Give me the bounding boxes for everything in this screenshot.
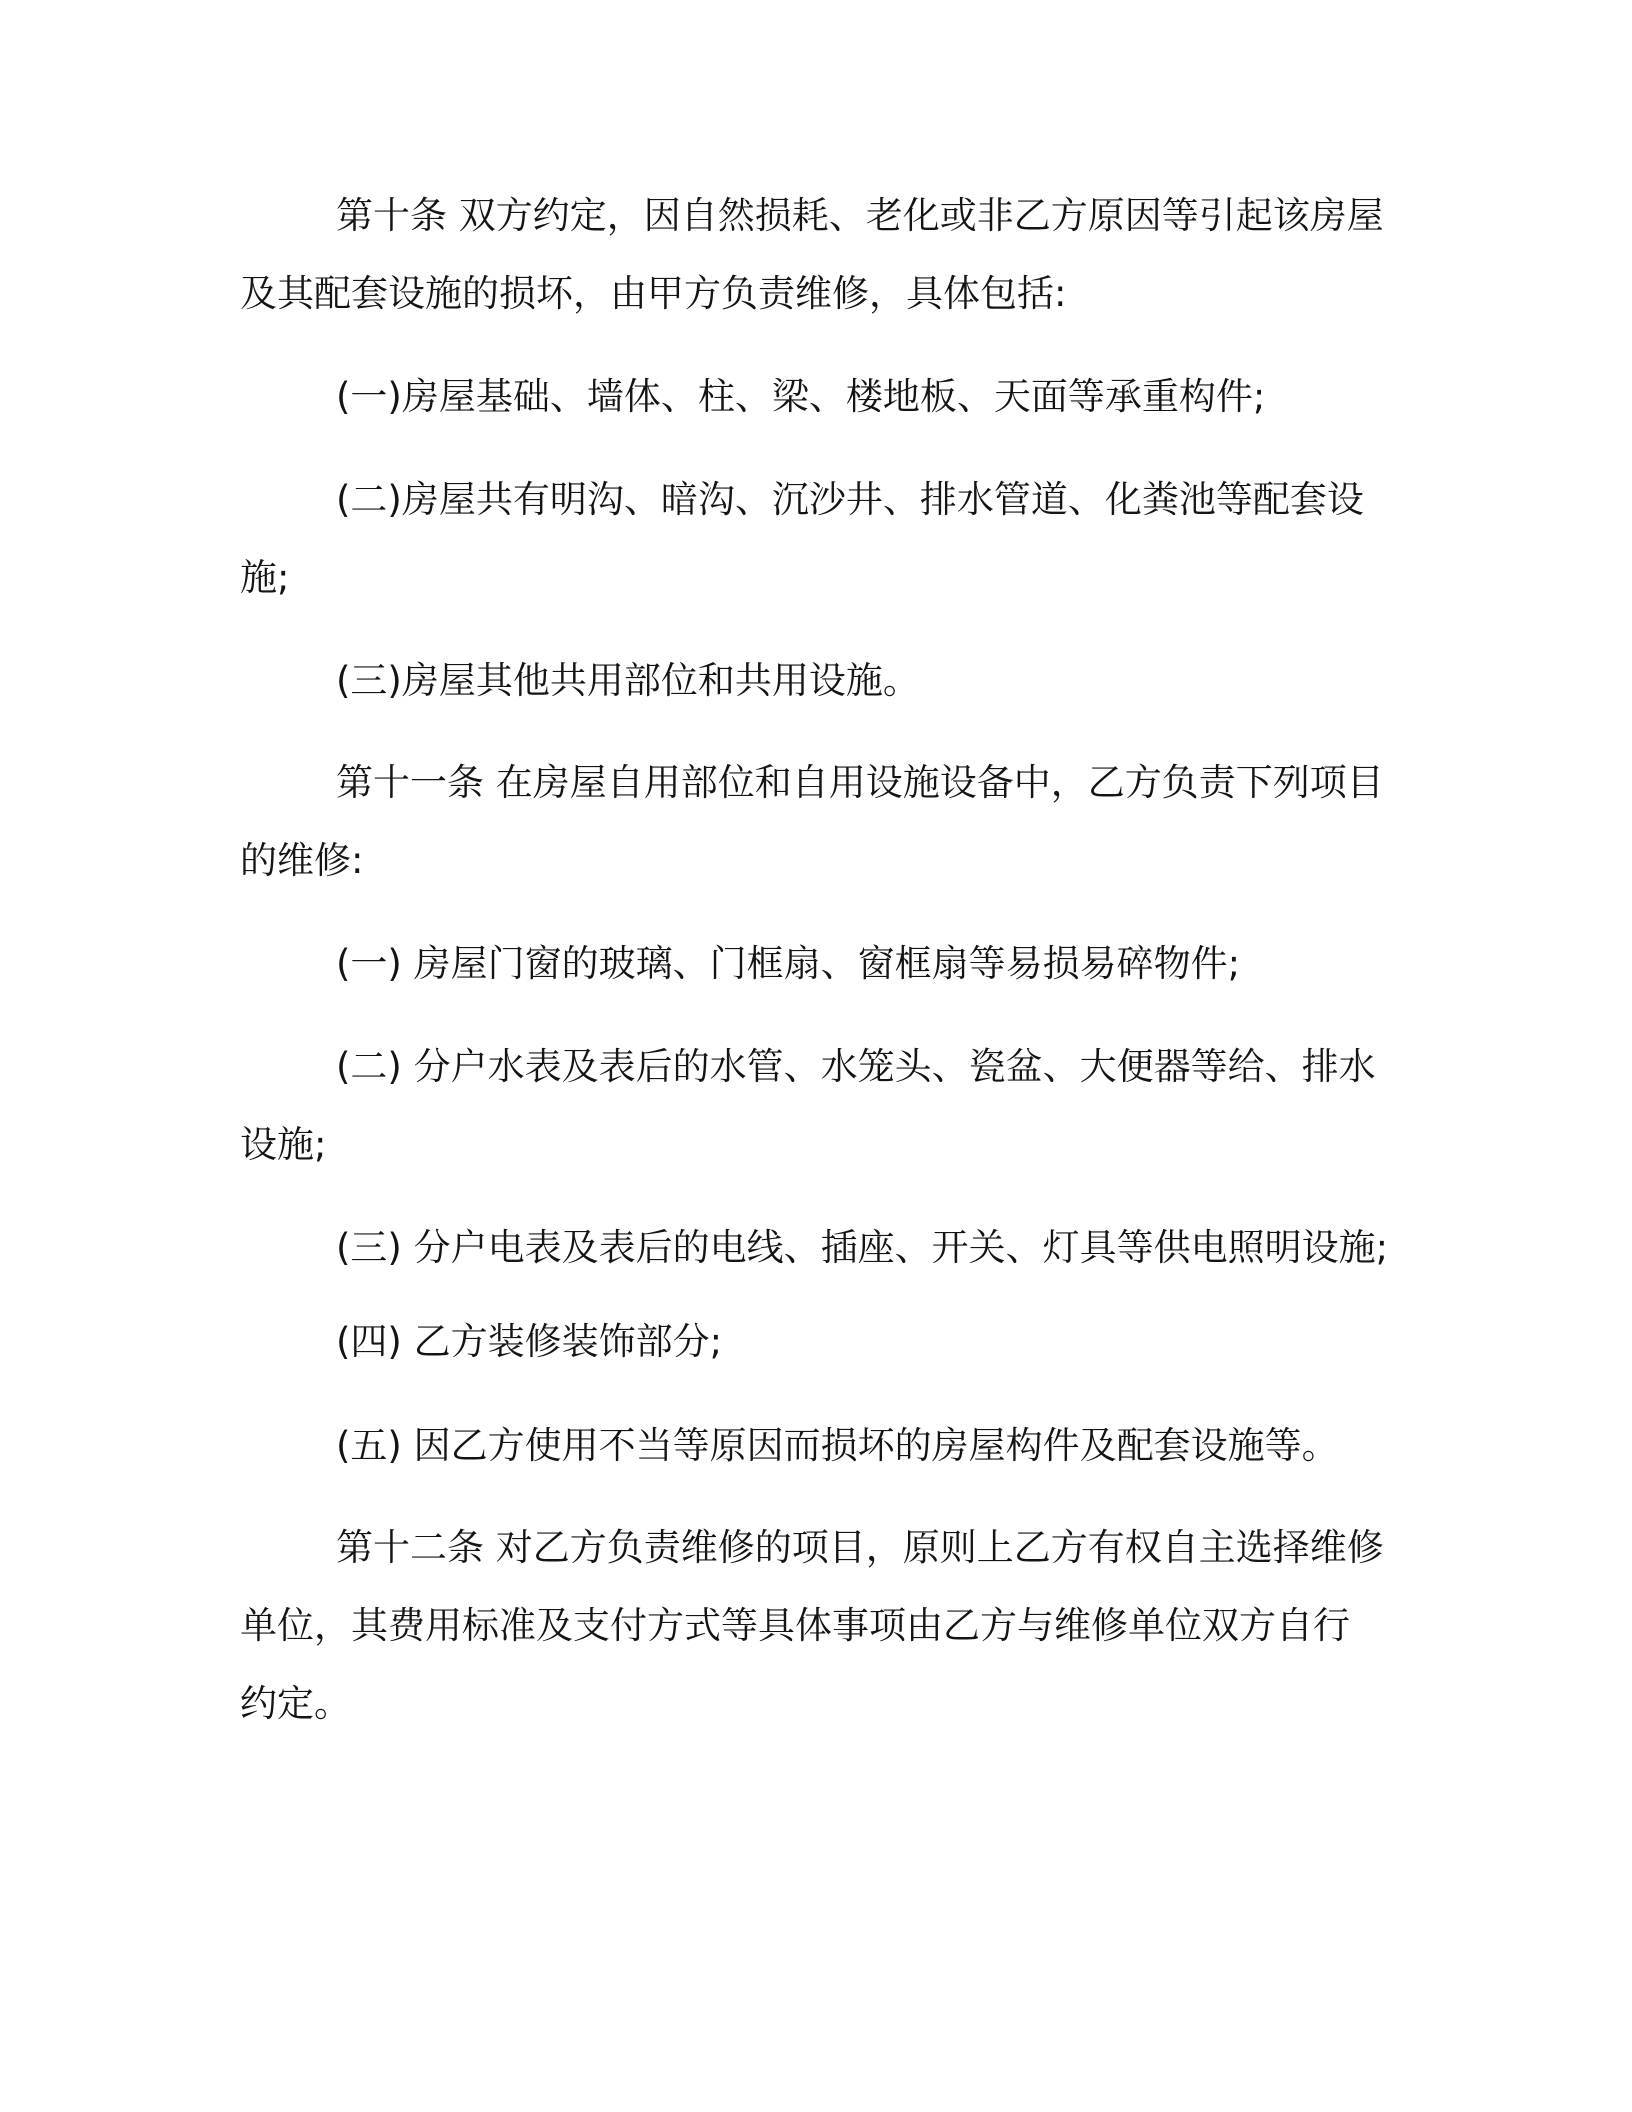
article-11-item-2-line-2: 设施; bbox=[240, 1123, 327, 1166]
article-11-item-3: (三) 分户电表及表后的电线、插座、开关、灯具等供电照明设施; bbox=[336, 1226, 1389, 1269]
article-10-item-2-line-2: 施; bbox=[240, 556, 290, 599]
article-11-item-1: (一) 房屋门窗的玻璃、门框扇、窗框扇等易损易碎物件; bbox=[336, 942, 1241, 985]
article-11-item-2-line-1: (二) 分户水表及表后的水管、水笼头、瓷盆、大便器等给、排水 bbox=[336, 1045, 1376, 1088]
article-10-item-2-line-1: (二)房屋共有明沟、暗沟、沉沙井、排水管道、化粪池等配套设 bbox=[336, 478, 1364, 521]
article-11-intro-line-2: 的维修: bbox=[240, 839, 364, 882]
article-10-item-1: (一)房屋基础、墙体、柱、梁、楼地板、天面等承重构件; bbox=[336, 375, 1266, 418]
article-12-line-2: 单位，其费用标准及支付方式等具体事项由乙方与维修单位双方自行 bbox=[240, 1604, 1350, 1647]
article-10-intro-line-2: 及其配套设施的损坏，由甲方负责维修，具体包括: bbox=[240, 272, 1067, 315]
article-11-item-5: (五) 因乙方使用不当等原因而损坏的房屋构件及配套设施等。 bbox=[336, 1424, 1339, 1467]
article-11-item-4: (四) 乙方装修装饰部分; bbox=[336, 1320, 723, 1363]
article-10-intro-line-1: 第十条 双方约定，因自然损耗、老化或非乙方原因等引起该房屋 bbox=[336, 194, 1384, 237]
article-12-line-3: 约定。 bbox=[240, 1682, 351, 1725]
article-10-item-3: (三)房屋其他共用部位和共用设施。 bbox=[336, 659, 920, 702]
article-11-intro-line-1: 第十一条 在房屋自用部位和自用设施设备中，乙方负责下列项目 bbox=[336, 761, 1384, 804]
article-12-line-1: 第十二条 对乙方负责维修的项目，原则上乙方有权自主选择维修 bbox=[336, 1526, 1384, 1569]
